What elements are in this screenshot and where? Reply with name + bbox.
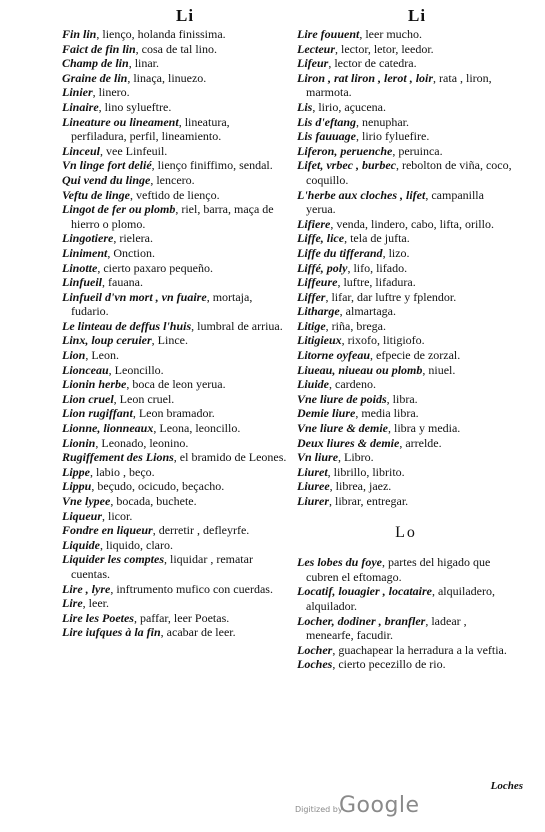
entry-definition: , licor.: [102, 508, 133, 523]
dictionary-entry: [297, 465, 515, 480]
entry-definition: , leer.: [82, 596, 109, 611]
running-header-right: Li: [408, 6, 427, 25]
dictionary-entry: [62, 158, 287, 173]
entry-headword: Lis: [297, 99, 313, 114]
entry-headword: Linfueil d'vn mort , vn fuaire: [62, 289, 207, 304]
dictionary-entry: [62, 406, 287, 421]
dictionary-entry: [297, 363, 515, 378]
entry-definition: , linar.: [128, 56, 160, 71]
right-column-entries-lo: [297, 555, 515, 672]
dictionary-entry: [62, 538, 287, 553]
entry-headword: Liferon, peruenche: [297, 143, 393, 158]
dictionary-entry: [62, 144, 287, 159]
dictionary-entry: [297, 479, 515, 494]
entry-definition: , Leon.: [85, 348, 119, 363]
entry-headword: Vne liure de poids: [297, 391, 387, 406]
entry-definition: , venda, lindero, cabo, lifta, orillo.: [330, 216, 494, 231]
dictionary-entry: [297, 584, 515, 613]
entry-definition: , boca de leon yerua.: [126, 377, 226, 392]
dictionary-entry: [62, 231, 287, 246]
dictionary-entry: [62, 450, 287, 465]
entry-headword: Liffé, poly: [297, 260, 348, 275]
entry-headword: Lire , lyre: [62, 581, 111, 596]
entry-headword: Lis fauuage: [297, 129, 357, 144]
entry-definition: , Onction.: [107, 245, 156, 260]
dictionary-entry: [62, 27, 287, 42]
entry-definition: , lirio fyluefire.: [356, 129, 430, 144]
entry-headword: Champ de lin: [62, 56, 129, 71]
right-column: [297, 27, 515, 672]
entry-headword: L'herbe aux cloches , lifet: [297, 187, 426, 202]
dictionary-entry: [62, 319, 287, 334]
entry-headword: Liquider les comptes: [62, 552, 164, 567]
entry-definition: , libra.: [386, 391, 418, 406]
entry-headword: Liueau, niueau ou plomb: [297, 362, 423, 377]
entry-definition: , cosa de tal lino.: [135, 41, 217, 56]
dictionary-entry: [62, 552, 287, 581]
running-header-left: Li: [176, 6, 195, 25]
entry-definition: , partes del higado que cubren el eftomago.: [306, 555, 491, 584]
right-column-entries-li: [297, 27, 515, 509]
entry-headword: Linceul: [62, 143, 100, 158]
dictionary-entry: [297, 275, 515, 290]
entry-definition: , derretir , defleyrfe.: [152, 523, 250, 538]
entry-definition: , linaça, linuezo.: [127, 70, 207, 85]
entry-headword: Lineature ou lineament: [62, 114, 179, 129]
entry-definition: , luftre, lifadura.: [337, 275, 416, 290]
entry-definition: , rixofo, litigiofo.: [341, 333, 425, 348]
entry-definition: , labio , beço.: [90, 464, 155, 479]
dictionary-entry: [62, 85, 287, 100]
dictionary-entry: [62, 421, 287, 436]
dictionary-entry: [62, 333, 287, 348]
entry-headword: Lingot de fer ou plomb: [62, 202, 176, 217]
entry-definition: , lizo.: [382, 245, 410, 260]
watermark-brand: Google: [339, 793, 420, 818]
entry-headword: Fin lin: [62, 27, 97, 41]
dictionary-entry: [62, 363, 287, 378]
entry-definition: , el bramido de Leones.: [173, 450, 287, 465]
entry-definition: , lencero.: [150, 172, 195, 187]
entry-headword: Liquide: [62, 537, 100, 552]
dictionary-entry: [62, 392, 287, 407]
dictionary-entry: [62, 275, 287, 290]
dictionary-entry: [62, 348, 287, 363]
entry-definition: , cierto pecezillo de rio.: [332, 657, 446, 672]
entry-headword: Lion: [62, 348, 86, 363]
dictionary-entry: [297, 304, 515, 319]
entry-definition: , cardeno.: [329, 377, 376, 392]
entry-definition: , fauana.: [102, 275, 143, 290]
entry-definition: , cierto paxaro pequeño.: [97, 260, 213, 275]
entry-headword: Lion rugiffant: [62, 406, 133, 421]
dictionary-entry: [62, 465, 287, 480]
entry-definition: , Leon bramador.: [132, 406, 215, 421]
entry-definition: , lineatura, perfiladura, perfil, lineamiento.: [71, 114, 230, 144]
entry-definition: , leer mucho.: [359, 27, 422, 41]
dictionary-entry: [62, 173, 287, 188]
dictionary-entry: [62, 582, 287, 597]
entry-definition: , rebolton de viña, coco, coquillo.: [306, 158, 512, 187]
entry-headword: Lingotiere: [62, 231, 114, 246]
dictionary-entry: [62, 436, 287, 451]
entry-definition: , paffar, leer Poetas.: [133, 610, 230, 625]
entry-definition: , lifar, dar luftre y fplendor.: [325, 289, 457, 304]
dictionary-entry: [297, 555, 515, 584]
entry-headword: Vn linge fort delié: [62, 158, 152, 173]
entry-definition: , lienço finiffimo, sendal.: [151, 158, 273, 173]
entry-definition: , Lince.: [151, 333, 188, 348]
dictionary-entry: [62, 509, 287, 524]
entry-headword: Lionin herbe: [62, 377, 127, 392]
entry-headword: Lifiere: [297, 216, 331, 231]
entry-headword: Lionin: [62, 435, 96, 450]
entry-definition: , campanilla yerua.: [306, 187, 484, 217]
dictionary-entry: [297, 450, 515, 465]
dictionary-entry: [62, 377, 287, 392]
dictionary-entry: [297, 261, 515, 276]
dictionary-entry: [297, 643, 515, 658]
dictionary-entry: [297, 129, 515, 144]
entry-definition: , inftrumento mufico con cuerdas.: [110, 581, 273, 596]
entry-headword: Lionne, lionneaux: [62, 421, 154, 436]
dictionary-entry: [297, 158, 515, 187]
entry-headword: Linotte: [62, 260, 98, 275]
entry-headword: Litige: [297, 318, 326, 333]
entry-definition: , librar, entregar.: [329, 494, 409, 508]
entry-definition: , libra y media.: [388, 421, 461, 436]
entry-headword: Lire fouuent: [297, 27, 360, 41]
catchword: Loches: [490, 780, 523, 792]
entry-definition: , almartaga.: [339, 304, 396, 319]
dictionary-entry: [62, 188, 287, 203]
entry-headword: Locher: [297, 642, 333, 657]
entry-definition: , lirio, açucena.: [312, 99, 386, 114]
entry-definition: , media libra.: [355, 406, 419, 421]
entry-headword: Deux liures & demie: [297, 435, 400, 450]
entry-headword: Liniment: [62, 245, 108, 260]
entry-headword: Lis d'eftang: [297, 114, 356, 129]
entry-headword: Lionceau: [62, 362, 109, 377]
entry-headword: Litharge: [297, 304, 340, 319]
entry-definition: , linero.: [92, 85, 130, 100]
entry-definition: , lector de catedra.: [328, 56, 417, 71]
dictionary-entry: [297, 392, 515, 407]
entry-definition: , veftido de lienço.: [130, 187, 220, 202]
entry-headword: Liffe, lice: [297, 231, 345, 246]
entry-headword: Le linteau de deffus l'huis: [62, 318, 192, 333]
entry-headword: Lire iufques à la fin: [62, 625, 161, 640]
dictionary-entry: [297, 144, 515, 159]
dictionary-entry: [62, 290, 287, 319]
entry-headword: Lippu: [62, 479, 92, 494]
dictionary-entry: [297, 42, 515, 57]
entry-definition: , arrelde.: [399, 435, 442, 450]
entry-definition: , Leon cruel.: [113, 391, 175, 406]
entry-headword: Liffeure: [297, 275, 338, 290]
entry-definition: , rata , liron, marmota.: [306, 70, 492, 100]
entry-definition: , Leoncillo.: [108, 362, 164, 377]
dictionary-entry: [62, 42, 287, 57]
dictionary-entry: [297, 421, 515, 436]
dictionary-entry: [297, 348, 515, 363]
dictionary-entry: [297, 494, 515, 509]
dictionary-entry: [62, 56, 287, 71]
dictionary-entry: [62, 494, 287, 509]
entry-definition: , lifo, lifado.: [347, 260, 408, 275]
entry-definition: , ladear , menearfe, facudir.: [306, 613, 467, 643]
entry-definition: , alquiladero, alquilador.: [306, 584, 495, 613]
entry-definition: , vee Linfeuil.: [100, 143, 168, 158]
entry-headword: Liuret: [297, 464, 328, 479]
entry-headword: Graine de lin: [62, 70, 128, 85]
entry-headword: Lire: [62, 596, 83, 611]
entry-headword: Lire les Poetes: [62, 610, 134, 625]
dictionary-entry: [297, 657, 515, 672]
entry-headword: Vn liure: [297, 450, 339, 465]
entry-headword: Lippe: [62, 464, 90, 479]
entry-definition: , nenuphar.: [356, 114, 409, 129]
entry-headword: Lifeur: [297, 56, 329, 71]
dictionary-entry: [297, 406, 515, 421]
entry-headword: Liuree: [297, 479, 330, 494]
dictionary-entry: [297, 290, 515, 305]
dictionary-entry: [62, 523, 287, 538]
google-watermark: [295, 793, 425, 823]
entry-headword: Demie liure: [297, 406, 356, 421]
entry-definition: , lienço, holanda finissima.: [96, 27, 226, 41]
entry-definition: , Leonado, leonino.: [95, 435, 189, 450]
entry-definition: , riel, barra, maça de hierro o plomo.: [71, 202, 274, 231]
entry-definition: , Libro.: [338, 450, 374, 465]
entry-headword: Qui vend du linge: [62, 172, 151, 187]
entry-definition: , librea, jaez.: [329, 479, 392, 494]
entry-definition: , rielera.: [113, 231, 153, 246]
entry-definition: , lino sylueftre.: [98, 99, 172, 114]
entry-definition: , bocada, buchete.: [110, 494, 197, 508]
entry-headword: Lecteur: [297, 41, 335, 56]
dictionary-entry: [297, 319, 515, 334]
dictionary-entry: [297, 71, 515, 100]
dictionary-entry: [62, 115, 287, 144]
entry-definition: , acabar de leer.: [160, 625, 236, 640]
dictionary-entry: [62, 100, 287, 115]
watermark-prefix: Digitized by: [295, 805, 343, 814]
dictionary-entry: [62, 246, 287, 261]
dictionary-entry: [62, 71, 287, 86]
dictionary-entry: [297, 217, 515, 232]
entry-headword: Lifet, vrbec , burbec: [297, 158, 396, 173]
entry-headword: Litigieux: [297, 333, 342, 348]
entry-headword: Linfueil: [62, 275, 103, 290]
entry-definition: , Leona, leoncillo.: [153, 421, 241, 436]
dictionary-entry: [297, 377, 515, 392]
entry-headword: Liuide: [297, 377, 329, 392]
entry-definition: , tela de jufta.: [344, 231, 410, 246]
dictionary-entry: [62, 625, 287, 640]
dictionary-entry: [297, 333, 515, 348]
entry-headword: Liffer: [297, 289, 326, 304]
dictionary-entry: [297, 188, 515, 217]
entry-headword: Linx, loup ceruier: [62, 333, 152, 348]
entry-definition: , librillo, librito.: [327, 464, 405, 479]
entry-headword: Loches: [297, 657, 333, 672]
entry-headword: Vne lypee: [62, 494, 111, 508]
entry-definition: , mortaja, fudario.: [71, 289, 253, 319]
left-column: [62, 27, 287, 640]
entry-headword: Les lobes du foye: [297, 555, 382, 570]
entry-headword: Vne liure & demie: [297, 421, 388, 436]
entry-definition: , guachapear la herradura a la veftia.: [332, 642, 507, 657]
entry-headword: Faict de fin lin: [62, 41, 136, 56]
dictionary-entry: [297, 246, 515, 261]
entry-definition: , beçudo, ocicudo, beçacho.: [91, 479, 225, 494]
entry-definition: , riña, brega.: [325, 318, 386, 333]
entry-headword: Liqueur: [62, 508, 103, 523]
entry-headword: Liffe du tifferand: [297, 245, 383, 260]
dictionary-entry: [62, 611, 287, 626]
entry-definition: , liquidar , rematar cuentas.: [71, 552, 253, 581]
dictionary-entry: [62, 479, 287, 494]
entry-headword: Liurer: [297, 494, 330, 508]
dictionary-entry: [297, 100, 515, 115]
entry-definition: , niuel.: [422, 362, 456, 377]
section-heading: Lo: [395, 523, 417, 541]
entry-definition: , efpecie de zorzal.: [370, 348, 461, 363]
entry-headword: Rugiffement des Lions: [62, 450, 174, 465]
dictionary-entry: [297, 614, 515, 643]
dictionary-entry: [62, 261, 287, 276]
entry-headword: Locher, dodiner , branfler: [297, 613, 426, 628]
entry-headword: Litorne oyfeau: [297, 348, 370, 363]
dictionary-entry: [297, 27, 515, 42]
dictionary-entry: [297, 436, 515, 451]
entry-headword: Veftu de linge: [62, 187, 130, 202]
dictionary-entry: [62, 596, 287, 611]
entry-headword: Lion cruel: [62, 391, 114, 406]
dictionary-entry: [62, 202, 287, 231]
entry-headword: Fondre en liqueur: [62, 523, 153, 538]
entry-definition: , lumbral de arriua.: [191, 318, 283, 333]
entry-definition: , lector, letor, leedor.: [335, 41, 434, 56]
entry-definition: , liquido, claro.: [100, 537, 173, 552]
entry-headword: Linier: [62, 85, 93, 100]
dictionary-entry: [297, 231, 515, 246]
entry-headword: Locatif, louagier , locataire: [297, 584, 432, 599]
dictionary-entry: [297, 115, 515, 130]
entry-headword: Linaire: [62, 99, 99, 114]
dictionary-entry: [297, 56, 515, 71]
entry-definition: , peruinca.: [392, 143, 443, 158]
entry-headword: Liron , rat liron , lerot , loir: [297, 70, 434, 85]
